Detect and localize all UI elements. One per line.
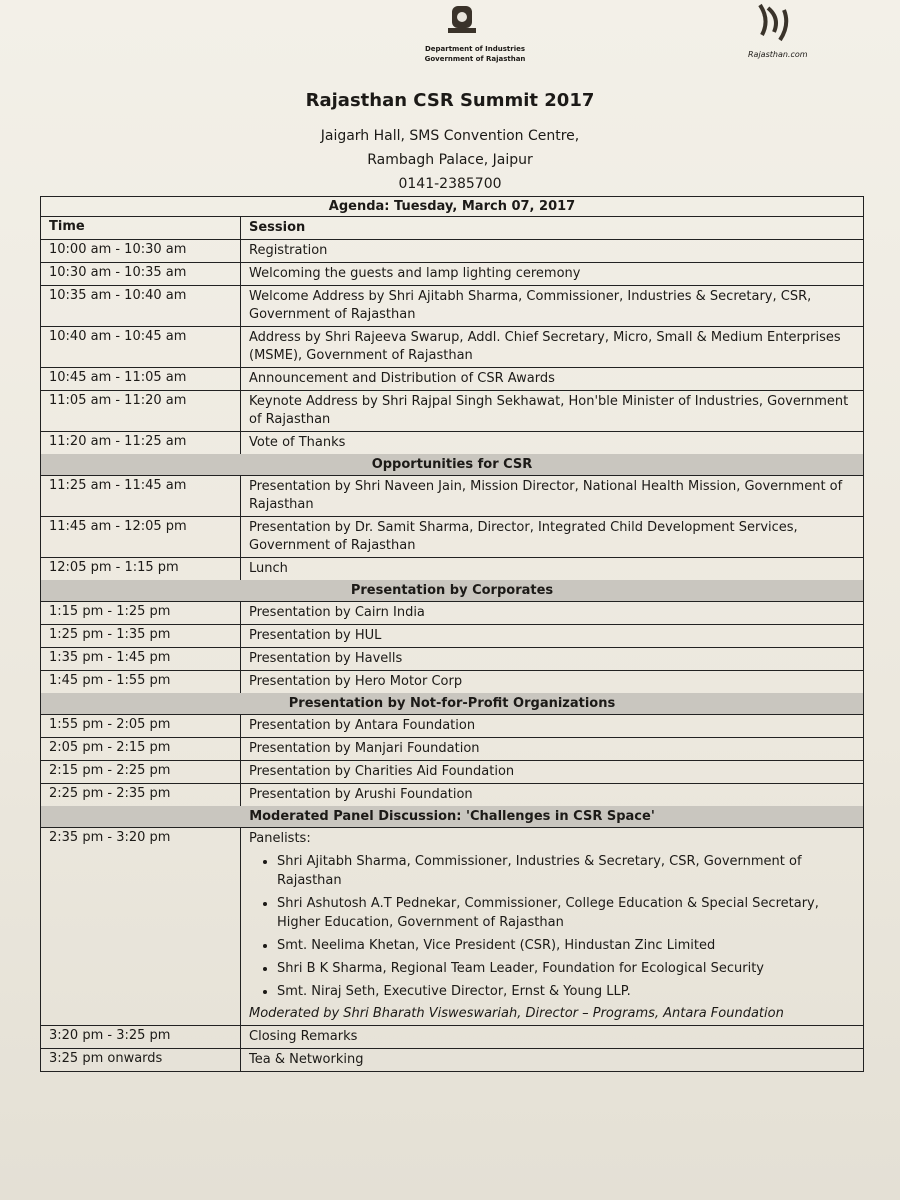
rows-group-opportunities bbox=[41, 476, 863, 580]
session-cell: Welcoming the guests and lamp lighting ceremony bbox=[249, 266, 581, 281]
time-cell: 1:35 pm - 1:45 pm bbox=[41, 648, 241, 670]
session-cell: Vote of Thanks bbox=[249, 435, 346, 450]
page-title: Rajasthan CSR Summit 2017 bbox=[305, 90, 595, 111]
time-cell: 10:30 am - 10:35 am bbox=[41, 263, 241, 285]
session-cell: Lunch bbox=[249, 561, 288, 576]
session-cell: Presentation by HUL bbox=[249, 628, 382, 643]
time-cell: 2:25 pm - 2:35 pm bbox=[41, 784, 241, 806]
session-cell: Address by Shri Rajeeva Swarup, Addl. Chief Secretary, Micro, Small & Medium Enterprises (MSME), Government of Rajasthan bbox=[249, 330, 841, 363]
table-row bbox=[41, 517, 863, 558]
table-row bbox=[41, 625, 863, 648]
panelist-item: • Shri Ashutosh A.T Pednekar, Commissioner, College Education & Special Secretary, Higher Education, Government of Rajasthan bbox=[277, 894, 855, 932]
section-corporates: Presentation by Corporates bbox=[41, 580, 863, 602]
time-cell: 1:15 pm - 1:25 pm bbox=[41, 602, 241, 624]
panelist-item: • Shri Ajitabh Sharma, Commissioner, Industries & Secretary, CSR, Government of Rajasthan bbox=[277, 852, 855, 890]
table-row bbox=[41, 761, 863, 784]
section-opportunities: Opportunities for CSR bbox=[41, 454, 863, 476]
table-row bbox=[41, 715, 863, 738]
time-cell: 11:05 am - 11:20 am bbox=[41, 391, 241, 431]
panelist-list bbox=[249, 852, 855, 1001]
panelist-item: • Shri B K Sharma, Regional Team Leader, Foundation for Ecological Security bbox=[277, 959, 855, 978]
table-row bbox=[41, 602, 863, 625]
venue-phone: 0141-2385700 bbox=[398, 176, 502, 192]
time-cell: 10:45 am - 11:05 am bbox=[41, 368, 241, 390]
rows-group-closing bbox=[41, 1026, 863, 1071]
table-row bbox=[41, 784, 863, 806]
time-cell: 1:25 pm - 1:35 pm bbox=[41, 625, 241, 647]
table-row bbox=[41, 738, 863, 761]
panel-row bbox=[41, 828, 863, 1026]
table-row bbox=[41, 1026, 863, 1049]
section-nonprofits: Presentation by Not-for-Profit Organizations bbox=[41, 693, 863, 715]
time-cell: 10:40 am - 10:45 am bbox=[41, 327, 241, 367]
venue-line-1: Jaigarh Hall, SMS Convention Centre, bbox=[320, 128, 580, 144]
session-cell: Presentation by Manjari Foundation bbox=[249, 741, 480, 756]
table-row bbox=[41, 286, 863, 327]
panelist-item: • Smt. Niraj Seth, Executive Director, Ernst & Young LLP. bbox=[277, 982, 855, 1001]
session-cell: Announcement and Distribution of CSR Awards bbox=[249, 371, 555, 386]
time-cell: 10:35 am - 10:40 am bbox=[41, 286, 241, 326]
table-row bbox=[41, 432, 863, 454]
table-row bbox=[41, 368, 863, 391]
dept-line-2: Government of Rajasthan bbox=[424, 55, 526, 63]
time-cell: 3:20 pm - 3:25 pm bbox=[41, 1026, 241, 1048]
table-row bbox=[41, 1049, 863, 1071]
agenda-table bbox=[40, 196, 864, 1072]
agenda-title: Agenda: Tuesday, March 07, 2017 bbox=[41, 197, 863, 217]
panelists-label: Panelists: bbox=[249, 831, 311, 846]
time-cell: 2:05 pm - 2:15 pm bbox=[41, 738, 241, 760]
dept-line-1: Department of Industries bbox=[424, 45, 526, 53]
session-cell: Presentation by Antara Foundation bbox=[249, 718, 476, 733]
session-cell: Tea & Networking bbox=[249, 1052, 364, 1067]
time-cell: 12:05 pm - 1:15 pm bbox=[41, 558, 241, 580]
table-row bbox=[41, 671, 863, 693]
rows-group-corporates bbox=[41, 602, 863, 693]
time-cell: 1:55 pm - 2:05 pm bbox=[41, 715, 241, 737]
session-cell: Presentation by Havells bbox=[249, 651, 403, 666]
session-cell: Presentation by Arushi Foundation bbox=[249, 787, 473, 802]
time-column-header: Time bbox=[41, 217, 241, 239]
time-cell: 11:25 am - 11:45 am bbox=[41, 476, 241, 516]
panel-time: 2:35 pm - 3:20 pm bbox=[41, 828, 241, 1025]
table-row bbox=[41, 327, 863, 368]
session-cell: Keynote Address by Shri Rajpal Singh Sekhawat, Hon'ble Minister of Industries, Government of Rajasthan bbox=[249, 394, 849, 427]
session-cell: Presentation by Shri Naveen Jain, Mission Director, National Health Mission, Government of Rajasthan bbox=[249, 479, 843, 512]
table-row bbox=[41, 391, 863, 432]
rows-group-opening bbox=[41, 240, 863, 454]
section-panel-discussion: Moderated Panel Discussion: 'Challenges in CSR Space' bbox=[41, 806, 863, 828]
table-row bbox=[41, 263, 863, 286]
time-cell: 11:45 am - 12:05 pm bbox=[41, 517, 241, 557]
time-cell: 10:00 am - 10:30 am bbox=[41, 240, 241, 262]
rows-group-nonprofits bbox=[41, 715, 863, 806]
session-cell: Closing Remarks bbox=[249, 1029, 358, 1044]
time-cell: 2:15 pm - 2:25 pm bbox=[41, 761, 241, 783]
tourism-logo-icon bbox=[740, 0, 830, 50]
session-column-header: Session bbox=[249, 220, 306, 235]
session-cell: Presentation by Charities Aid Foundation bbox=[249, 764, 515, 779]
state-emblem-icon bbox=[438, 2, 486, 42]
table-row bbox=[41, 648, 863, 671]
table-row bbox=[41, 240, 863, 263]
session-cell: Presentation by Cairn India bbox=[249, 605, 425, 620]
time-cell: 1:45 pm - 1:55 pm bbox=[41, 671, 241, 693]
rajasthan-logo bbox=[740, 0, 830, 70]
venue-line-2: Rambagh Palace, Jaipur bbox=[367, 152, 533, 168]
time-cell: 3:25 pm onwards bbox=[41, 1049, 241, 1071]
session-cell: Welcome Address by Shri Ajitabh Sharma, Commissioner, Industries & Secretary, CSR, Government of Rajasthan bbox=[249, 289, 812, 322]
table-row bbox=[41, 558, 863, 580]
panelist-item: • Smt. Neelima Khetan, Vice President (CSR), Hindustan Zinc Limited bbox=[277, 936, 855, 955]
session-cell: Presentation by Hero Motor Corp bbox=[249, 674, 463, 689]
time-cell: 11:20 am - 11:25 am bbox=[41, 432, 241, 454]
session-cell: Presentation by Dr. Samit Sharma, Director, Integrated Child Development Services, Government of Rajasthan bbox=[249, 520, 798, 553]
moderator-line: Moderated by Shri Bharath Visweswariah, Director – Programs, Antara Foundation bbox=[249, 1006, 784, 1021]
column-header-row bbox=[41, 217, 863, 240]
table-row bbox=[41, 476, 863, 517]
session-cell: Registration bbox=[249, 243, 328, 258]
department-caption bbox=[395, 44, 555, 64]
panel-details bbox=[241, 828, 863, 1025]
logo-text: Rajasthan.com bbox=[748, 50, 808, 59]
